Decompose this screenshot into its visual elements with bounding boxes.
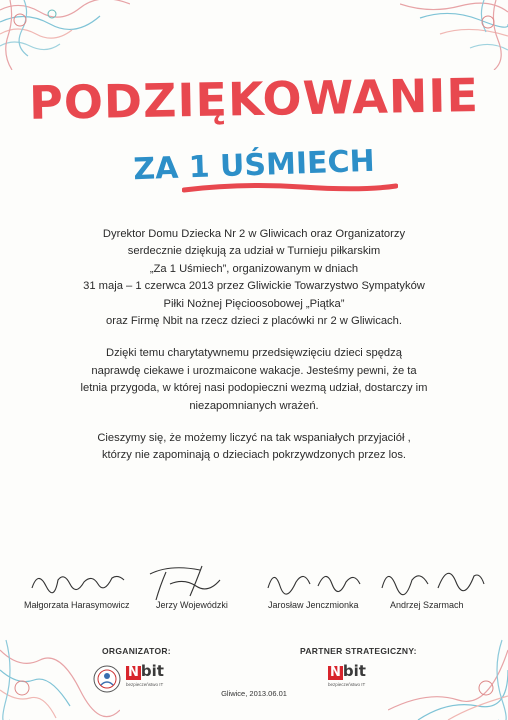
- text-line: Cieszymy się, że możemy liczyć na tak wspaniałych przyjaciół ,: [97, 432, 411, 445]
- signature-name: Jarosław Jenczmionka: [268, 600, 359, 610]
- text-line: naprawdę ciekawe i urozmaicone wakacje. Jesteśmy pewni, że ta: [91, 364, 417, 377]
- organizer-label: ORGANIZATOR:: [102, 646, 171, 656]
- signature-4: [378, 558, 488, 600]
- text-line: Dzięki temu charytatywnemu przedsięwzięciu dzieci spędzą: [106, 347, 402, 360]
- nbit-logo-text: bit: [140, 662, 164, 680]
- text-line: 31 maja – 1 czerwca 2013 przez Gliwickie Towarzystwo Sympatyków: [83, 280, 425, 293]
- signature-3: [262, 562, 372, 598]
- text-line: Piłki Nożnej Pięcioosobowej „Piątka”: [163, 297, 345, 310]
- bottom-right-ornament: [388, 610, 508, 720]
- text-line: „Za 1 Uśmiech”, organizowanym w dniach: [149, 262, 359, 275]
- organizer-nbit-logo: [126, 664, 164, 692]
- nbit-logo-tagline: bezpieczeństwo IT: [328, 682, 366, 687]
- page-title: PODZIĘKOWANIE: [28, 68, 480, 130]
- signature-1: [28, 560, 128, 600]
- signature-name: Jerzy Wojewódzki: [156, 600, 228, 610]
- nbit-logo-tagline: bezpieczeństwo IT: [126, 682, 164, 687]
- issue-date: Gliwice, 2013.06.01: [221, 689, 287, 698]
- text-line: którzy nie zapominają o dzieciach pokrzywdzonych przez los.: [101, 449, 407, 462]
- page-subtitle: ZA 1 UŚMIECH: [132, 143, 376, 188]
- text-line: oraz Firmę Nbit na rzecz dzieci z placówki nr 2 w Gliwicach.: [106, 315, 402, 328]
- letter-body: [40, 226, 468, 480]
- signature-2: [140, 556, 230, 604]
- nbit-logo-n: N: [330, 665, 341, 680]
- partner-nbit-logo: [328, 664, 366, 692]
- nbit-logo-text: bit: [342, 662, 366, 680]
- nbit-logo-n: N: [128, 665, 139, 680]
- text-line: serdecznie dziękują za udział w Turnieju piłkarskim: [127, 245, 381, 258]
- signature-name: Małgorzata Harasymowicz: [24, 600, 130, 610]
- text-line: letnia przygoda, w której nasi podopieczni wezmą udział, dostarczy im: [80, 382, 428, 395]
- partner-label: PARTNER STRATEGICZNY:: [300, 646, 417, 656]
- signature-name: Andrzej Szarmach: [390, 600, 464, 610]
- paragraph-2: [40, 345, 468, 415]
- paragraph-1: [40, 226, 468, 330]
- top-right-ornament: [400, 0, 508, 70]
- top-left-ornament: [0, 0, 130, 70]
- text-line: niezapomnianych wrażeń.: [189, 399, 319, 412]
- subtitle-underline: [182, 181, 398, 195]
- text-line: Dyrektor Domu Dziecka Nr 2 w Gliwicach oraz Organizatorzy: [102, 228, 406, 240]
- paragraph-3: [40, 430, 468, 465]
